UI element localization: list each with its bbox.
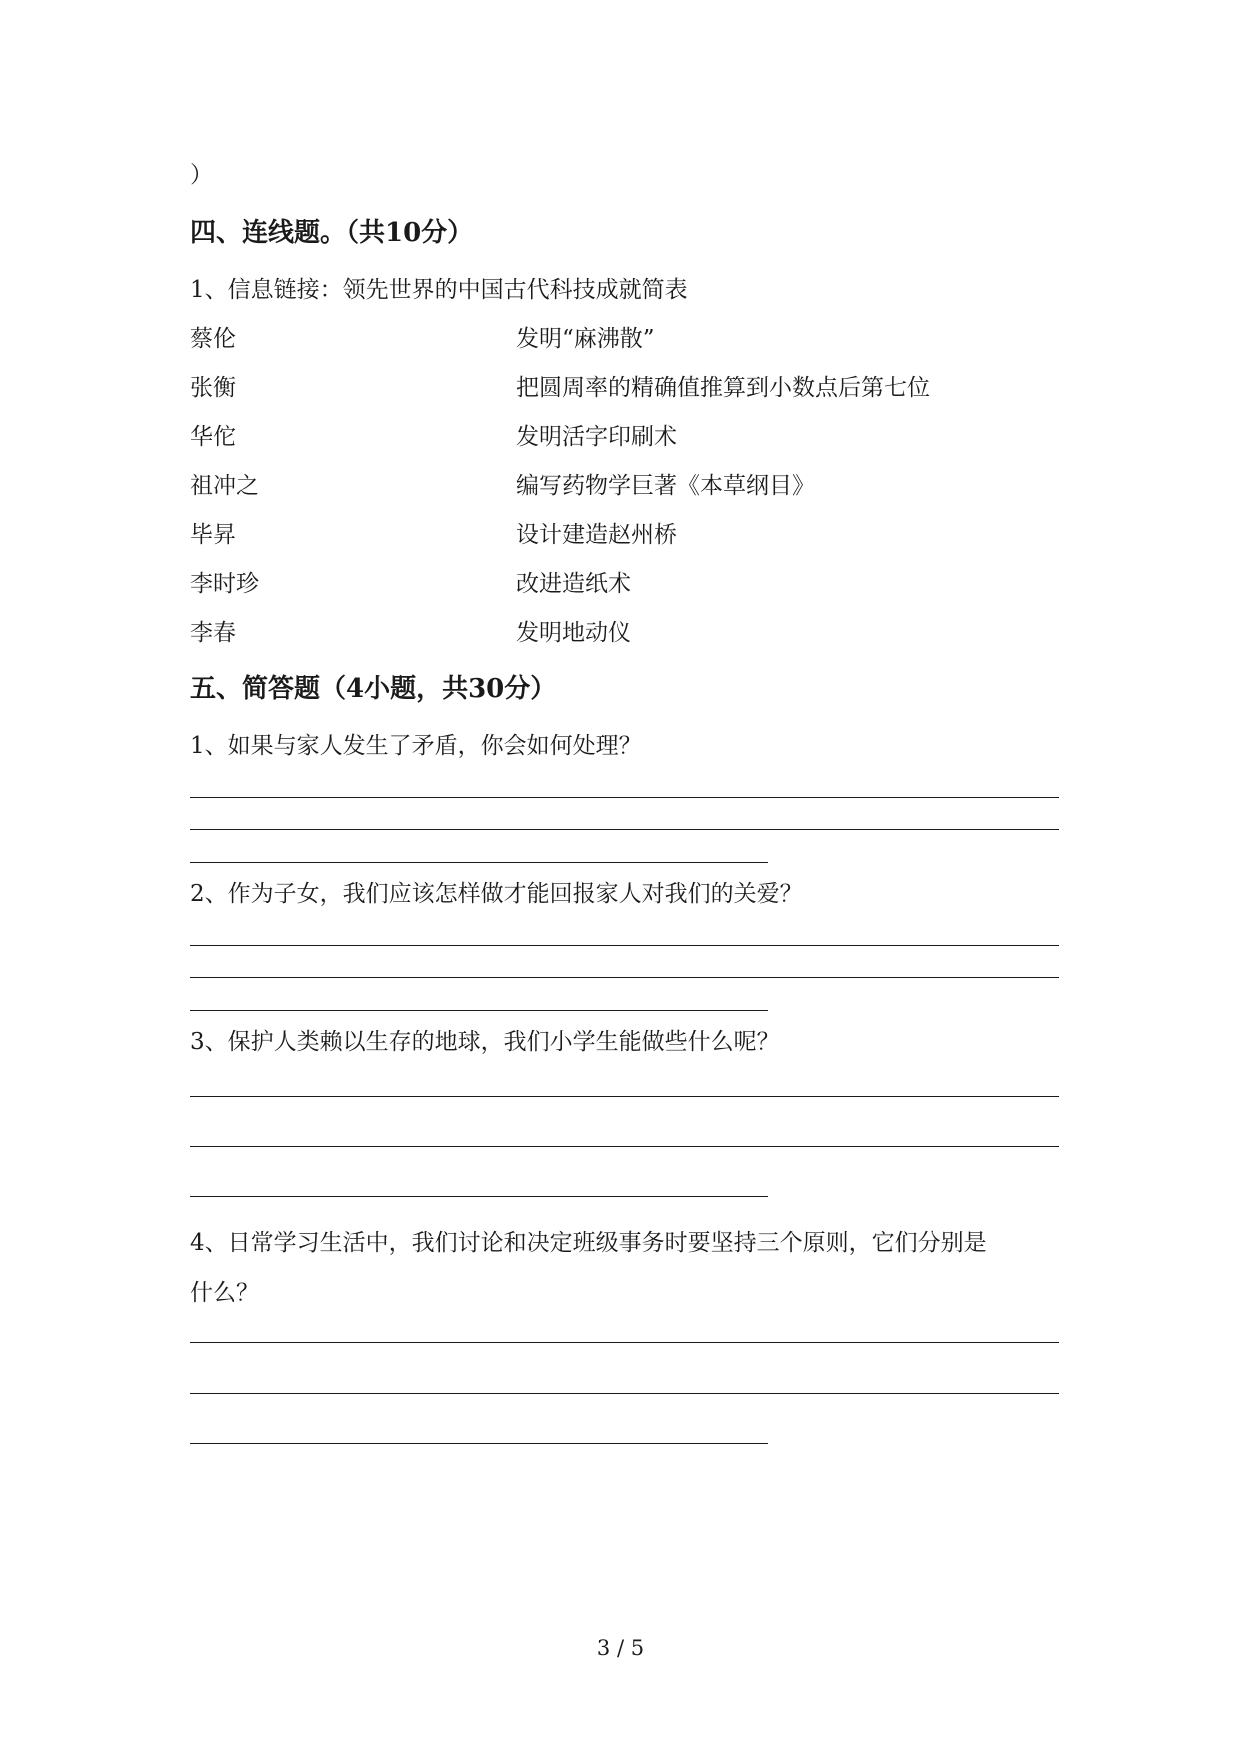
scientist-name: 蔡伦 (190, 326, 236, 352)
answer-line[interactable] (190, 1196, 768, 1197)
page-number: 3 / 5 (596, 1636, 645, 1660)
answer-line[interactable] (190, 977, 1059, 978)
achievement: 设计建造赵州桥 (516, 522, 677, 548)
scientist-name: 张衡 (190, 375, 236, 401)
scientist-name: 李时珍 (190, 571, 259, 597)
scientist-name: 华佗 (190, 424, 236, 450)
answer-line[interactable] (190, 829, 1059, 830)
section-5-question-1: 1、如果与家人发生了矛盾，你会如何处理？ (190, 733, 642, 759)
section-5-title: 五、简答题（4小题，共30分） (190, 674, 557, 704)
scientist-name: 李春 (190, 620, 236, 646)
answer-line[interactable] (190, 945, 1059, 946)
answer-line[interactable] (190, 1393, 1059, 1394)
achievement: 发明地动仪 (516, 620, 631, 646)
section-5-question-3: 3、保护人类赖以生存的地球，我们小学生能做些什么呢？ (190, 1029, 780, 1055)
answer-line[interactable] (190, 797, 1059, 798)
scientist-name: 毕昇 (190, 522, 236, 548)
previous-fragment: ） (190, 162, 213, 188)
answer-line[interactable] (190, 1443, 768, 1444)
section-4-title: 四、连线题。（共10分） (190, 218, 474, 248)
achievement: 编写药物学巨著《本草纲目》 (516, 473, 815, 499)
section-5-question-2: 2、作为子女，我们应该怎样做才能回报家人对我们的关爱？ (190, 881, 803, 907)
section-5-question-4-line-2: 什么？ (190, 1280, 259, 1306)
answer-line[interactable] (190, 1342, 1059, 1343)
achievement: 把圆周率的精确值推算到小数点后第七位 (516, 375, 930, 401)
answer-line[interactable] (190, 862, 768, 863)
achievement: 改进造纸术 (516, 571, 631, 597)
section-4-question-1: 1、信息链接：领先世界的中国古代科技成就简表 (190, 277, 688, 303)
scientist-name: 祖冲之 (190, 473, 259, 499)
achievement: 发明“麻沸散” (516, 326, 655, 352)
achievement: 发明活字印刷术 (516, 424, 677, 450)
answer-line[interactable] (190, 1146, 1059, 1147)
section-5-question-4-line-1: 4、日常学习生活中，我们讨论和决定班级事务时要坚持三个原则，它们分别是 (190, 1230, 987, 1256)
answer-line[interactable] (190, 1010, 768, 1011)
answer-line[interactable] (190, 1096, 1059, 1097)
